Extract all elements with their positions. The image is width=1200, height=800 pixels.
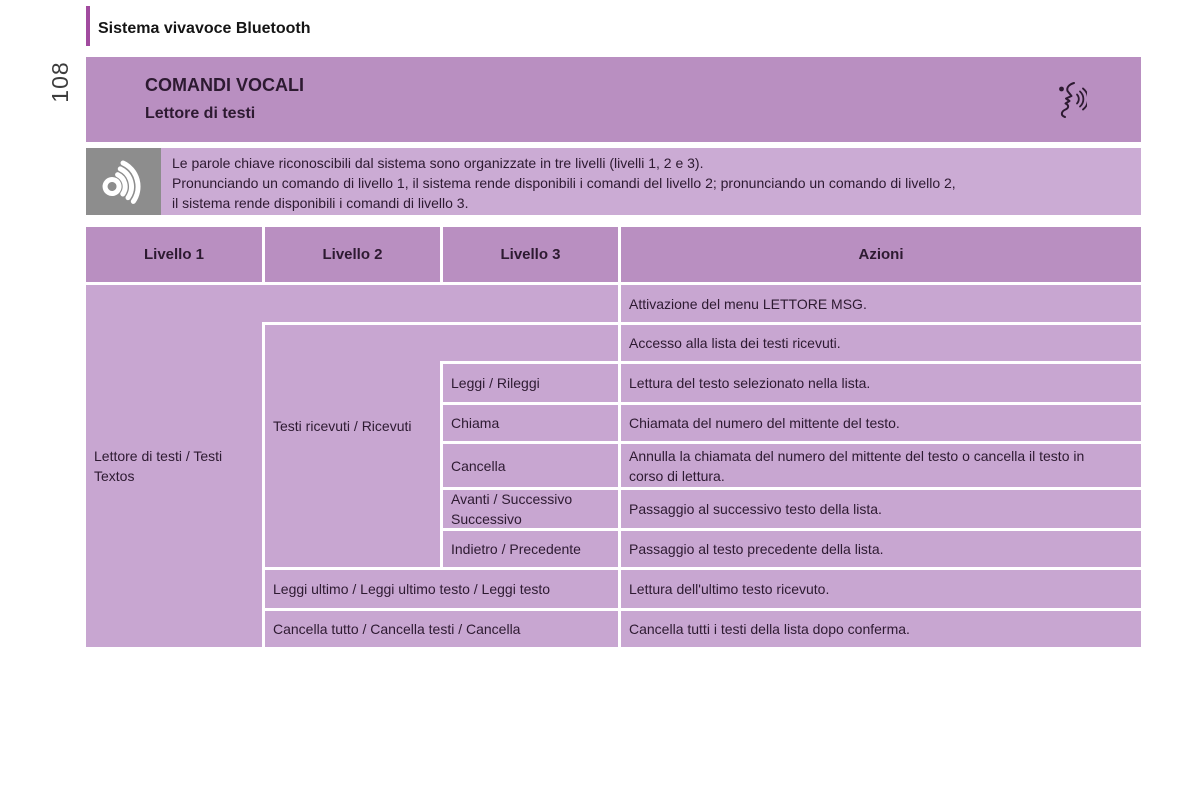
page-title: COMANDI VOCALI — [145, 75, 304, 95]
info-line-3: il sistema rende disponibili i comandi di livello 3. — [172, 195, 469, 211]
column-header-level3: Livello 3 — [443, 227, 618, 282]
action-cell: Passaggio al testo precedente della lista. — [621, 531, 1141, 567]
action-cell: Annulla la chiamata del numero del mittente del testo o cancella il testo in corso di lettura. — [621, 444, 1141, 487]
level1-command-cell — [86, 285, 262, 647]
action-cell: Cancella tutti i testi della lista dopo conferma. — [621, 611, 1141, 647]
action-cell: Chiamata del numero del mittente del testo. — [621, 405, 1141, 441]
info-note — [161, 148, 1141, 215]
info-line-1: Le parole chiave riconoscibili dal sistema sono organizzate in tre livelli (livelli 1, 2 e 3). — [172, 155, 704, 171]
title-block — [86, 57, 1141, 142]
action-cell: Passaggio al successivo testo della lista. — [621, 490, 1141, 528]
page-number: 108 — [46, 61, 73, 103]
speaking-head-icon — [1053, 81, 1087, 121]
section-title: Sistema vivavoce Bluetooth — [98, 20, 311, 37]
action-cell: Attivazione del menu LETTORE MSG. — [621, 285, 1141, 322]
level3-command-cell: Cancella — [443, 444, 618, 487]
action-cell: Lettura dell'ultimo testo ricevuto. — [621, 570, 1141, 608]
page-subtitle: Lettore di testi — [145, 105, 256, 122]
level3-command-cell: Leggi / Rileggi — [443, 364, 618, 402]
level2-command-text: Testi ricevuti / Ricevuti — [273, 418, 412, 434]
accent-line — [86, 6, 90, 46]
level3-command-cell: Avanti / Successivo Successivo — [443, 490, 618, 528]
level2-wide-command-cell: Leggi ultimo / Leggi ultimo testo / Leggi testo — [265, 570, 618, 608]
level2-wide-command-cell: Cancella tutto / Cancella testi / Cancella — [265, 611, 618, 647]
level2-command-cell — [265, 325, 440, 567]
info-line-2: Pronunciando un comando di livello 1, il sistema rende disponibili i comandi del livello 2; pronunciando un comando di livello 2, — [172, 175, 956, 191]
voice-waves-icon — [86, 148, 161, 215]
action-cell: Lettura del testo selezionato nella lista. — [621, 364, 1141, 402]
level3-command-cell: Chiama — [443, 405, 618, 441]
voice-commands-table — [86, 227, 1141, 647]
column-header-actions: Azioni — [621, 227, 1141, 282]
column-header-level1: Livello 1 — [86, 227, 262, 282]
action-cell: Accesso alla lista dei testi ricevuti. — [621, 325, 1141, 361]
level3-command-cell: Indietro / Precedente — [443, 531, 618, 567]
column-header-level2: Livello 2 — [265, 227, 440, 282]
level1-command-text: Lettore di testi / Testi Textos — [94, 448, 223, 484]
